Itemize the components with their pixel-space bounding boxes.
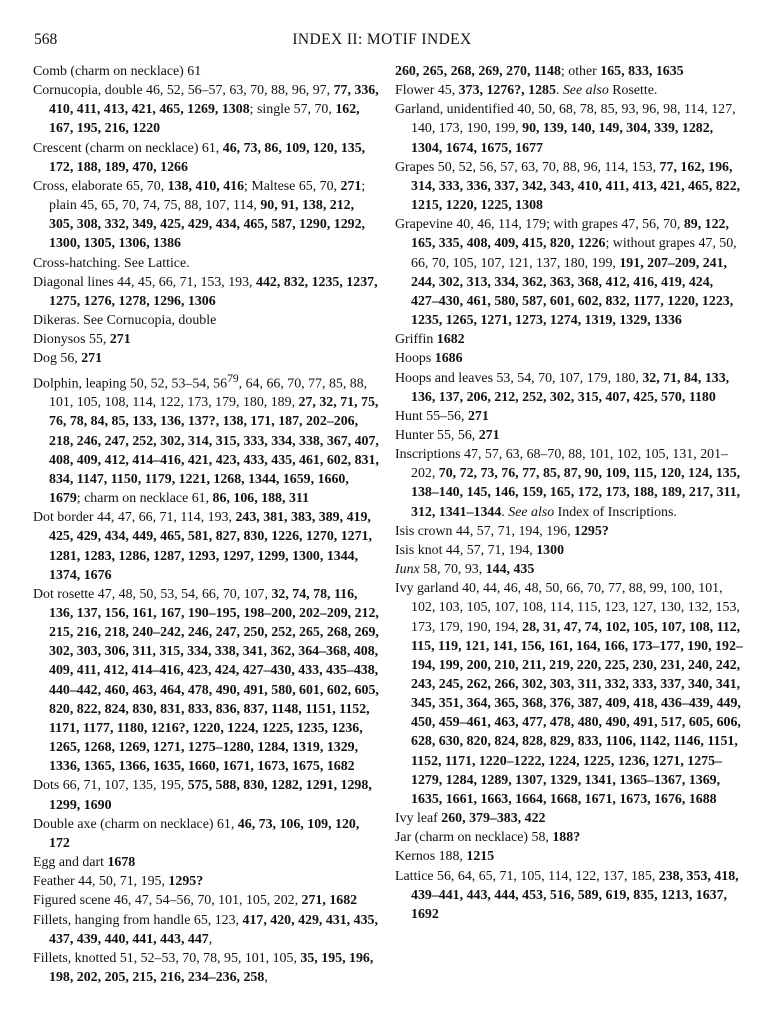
entry-text: Dots 66, 71, 107, 135, 195, bbox=[33, 778, 188, 794]
entry-text: Index of Inscriptions. bbox=[554, 504, 677, 520]
page-ref-illustrated: 271 bbox=[478, 427, 500, 443]
entry-text: Kernos 188, bbox=[395, 849, 467, 865]
page-ref-illustrated: 271 bbox=[467, 408, 489, 424]
index-entry bbox=[33, 369, 381, 509]
italic-term: See also bbox=[562, 83, 609, 99]
index-column-right bbox=[395, 62, 743, 924]
entry-text: Garland, unidentified 40, 50, 68, 78, 85, 93, 96, 98, 114, 127, 140, 173, 190, 199, bbox=[395, 102, 736, 137]
page-ref-illustrated: 165, 833, 1635 bbox=[600, 64, 684, 79]
index-entry bbox=[395, 100, 743, 157]
entry-text: Isis crown 44, 57, 71, 194, 196, bbox=[395, 523, 575, 539]
entry-text: , bbox=[264, 969, 268, 985]
page-ref-illustrated: 1295? bbox=[168, 874, 204, 890]
entry-text: Crescent (charm on necklace) 61, bbox=[33, 140, 223, 156]
entry-text: Dikeras. See Cornucopia, double bbox=[33, 313, 217, 329]
index-column-left bbox=[33, 62, 381, 987]
entry-text: ; single 57, 70, bbox=[249, 102, 336, 118]
entry-text: Diagonal lines 44, 45, 66, 71, 153, 193, bbox=[33, 274, 257, 290]
index-entry bbox=[33, 508, 381, 585]
index-entry bbox=[395, 62, 743, 81]
page-ref-illustrated: 1295? bbox=[574, 523, 609, 539]
page-ref-illustrated: 90, 139, 140, 149, 304, 339, 1282, 1304, 1674, 1675, 1677 bbox=[411, 121, 714, 156]
entry-text: ; other bbox=[560, 64, 601, 79]
entry-text: Jar (charm on necklace) 58, bbox=[395, 830, 553, 846]
page-ref-illustrated: 271 bbox=[81, 351, 103, 367]
page-ref-illustrated: 89, 122, 165, 335, 408, 409, 415, 820, 1226 bbox=[411, 217, 729, 252]
index-entry bbox=[395, 81, 743, 100]
entry-text: Double axe (charm on necklace) 61, bbox=[33, 816, 238, 832]
entry-text: . bbox=[501, 504, 509, 520]
entry-text: Rosette. bbox=[608, 83, 658, 99]
index-entry bbox=[33, 776, 381, 814]
entry-text: Hunter 55, 56, bbox=[395, 427, 479, 443]
index-entry bbox=[395, 541, 743, 560]
index-entry bbox=[395, 522, 743, 541]
index-entry bbox=[395, 330, 743, 349]
page-ref-illustrated: 32, 71, 84, 133, 136, 137, 206, 212, 252, 302, 315, 407, 425, 570, 1180 bbox=[411, 370, 730, 405]
entry-text: , bbox=[208, 931, 213, 947]
entry-text: ; Maltese 65, 70, bbox=[244, 178, 341, 194]
entry-text: ; charm on necklace 61, bbox=[76, 491, 213, 507]
page-ref-illustrated: 138, 410, 416 bbox=[167, 178, 245, 194]
entry-text: Dolphin, leaping 50, 52, 53–54, 56 bbox=[33, 376, 228, 392]
entry-text: Comb (charm on necklace) 61 bbox=[33, 64, 202, 79]
entry-text: Hunt 55–56, bbox=[395, 408, 468, 424]
page-ref-illustrated: 1682 bbox=[436, 332, 465, 348]
index-entry bbox=[33, 330, 381, 349]
page-ref-illustrated: 77, 336, 410, 411, 413, 421, 465, 1269, 1308 bbox=[49, 83, 379, 118]
entry-text: Dot rosette 47, 48, 50, 53, 54, 66, 70, 107, bbox=[33, 586, 272, 602]
index-entry bbox=[33, 872, 381, 891]
page-number: 568 bbox=[34, 31, 58, 48]
page-ref-illustrated: 243, 381, 383, 389, 419, 425, 429, 434, 449, 465, 581, 827, 830, 1226, 1270, 1271, 1281, 1283, 1286, 1287, 1293, 1297, 1299, 1300, 1344, 1374, 1676 bbox=[49, 510, 372, 583]
index-entry bbox=[395, 445, 743, 522]
entry-text: Flower 45, bbox=[395, 83, 459, 99]
index-entry bbox=[395, 407, 743, 426]
page-ref-illustrated: 27, 32, 71, 75, 76, 78, 84, 85, 133, 136, 137?, 138, 171, 187, 202–206, 218, 246, 247, 252, 302, 314, 315, 333, 334, 338, 367, 407, 408, 409, 412, 414–416, 421, 423, 433, 435, 461, 602, 831, 834, 1147, 1150, 1179, 1221, 1268, 1344, 1659, 1660, 1679 bbox=[49, 395, 379, 507]
index-entry bbox=[33, 81, 381, 138]
page-ref-illustrated: 1300 bbox=[536, 542, 565, 558]
index-entry bbox=[33, 949, 381, 987]
page-ref-illustrated: 271 bbox=[340, 178, 362, 194]
italic-term: Iunx bbox=[395, 562, 420, 578]
index-entry bbox=[395, 809, 743, 828]
running-title: INDEX II: MOTIF INDEX bbox=[292, 31, 472, 48]
entry-text: Feather 44, 50, 71, 195, bbox=[33, 874, 169, 890]
page-ref-illustrated: 144, 435 bbox=[485, 562, 535, 578]
index-entry bbox=[395, 847, 743, 866]
page-ref-illustrated: 162, 167, 195, 216, 1220 bbox=[49, 102, 360, 137]
page-ref-illustrated: 442, 832, 1235, 1237, 1275, 1276, 1278, 1296, 1306 bbox=[49, 274, 378, 309]
page-ref-illustrated: 1686 bbox=[434, 351, 463, 367]
index-entry bbox=[395, 867, 743, 924]
entry-text: Dionysos 55, bbox=[33, 332, 110, 348]
page-ref-illustrated: 373, 1276?, 1285 bbox=[458, 83, 556, 99]
page-ref-illustrated: 28, 31, 47, 74, 102, 105, 107, 108, 112, 115, 119, 121, 141, 156, 161, 164, 166, 173–177, 190, 192–194, 199, 200, 210, 211, 219, 220, 225, 230, 231, 240, 242, 243, 245, 262, 266, 302, 303, 311, 332, 333, 337, 340, 341, 345, 351, 364, 365, 368, 376, 387, 409, 418, 436–439, 449, 450, 459–461, 463, 477, 478, 480, 490, 491, 517, 605, 606, 628, 630, 820, 824, 828, 829, 833, 1106, 1142, 1146, 1151, 1152, 1171, 1220–1222, 1224, 1225, 1236, 1271, 1275–1279, 1284, 1289, 1307, 1329, 1341, 1365–1367, 1369, 1635, 1661, 1663, 1664, 1668, 1671, 1673, 1676, 1688 bbox=[411, 619, 743, 807]
page-ref-illustrated: 260, 265, 268, 269, 270, 1148 bbox=[395, 64, 561, 79]
page-ref-illustrated: 417, 420, 429, 431, 435, 437, 439, 440, 441, 443, 447 bbox=[49, 912, 378, 947]
entry-text: Ivy leaf bbox=[395, 811, 442, 827]
index-entry bbox=[395, 215, 743, 330]
index-entry bbox=[33, 585, 381, 777]
entry-text: , 64, 66, 70, 77, 85, 88, 101, 105, 108, 114, 122, 173, 179, 180, 189, bbox=[49, 376, 368, 411]
entry-text: Egg and dart bbox=[33, 855, 108, 871]
index-entry bbox=[395, 158, 743, 215]
index-entry bbox=[33, 311, 381, 330]
page-ref-illustrated: 188? bbox=[552, 830, 581, 846]
entry-text: Hoops bbox=[395, 351, 435, 367]
entry-text: Hoops and leaves 53, 54, 70, 107, 179, 180, bbox=[395, 370, 643, 386]
entry-text: 58, 70, 93, bbox=[419, 562, 486, 578]
page-ref-illustrated: 46, 73, 106, 109, 120, 172 bbox=[49, 816, 360, 851]
page-ref-illustrated: 35, 195, 196, 198, 202, 205, 215, 216, 234–236, 258 bbox=[49, 950, 374, 985]
entry-text: Grapes 50, 52, 56, 57, 63, 70, 88, 96, 114, 153, bbox=[395, 159, 660, 175]
entry-text: Fillets, knotted 51, 52–53, 70, 78, 95, 101, 105, bbox=[33, 950, 301, 966]
entry-text: Cross-hatching. See Lattice. bbox=[33, 255, 190, 271]
index-entry bbox=[33, 139, 381, 177]
page-ref-illustrated: 271, 1682 bbox=[301, 893, 358, 909]
index-entry bbox=[33, 254, 381, 273]
italic-term: See also bbox=[508, 504, 555, 520]
entry-text: Dog 56, bbox=[33, 351, 82, 367]
entry-text: ; without grapes 47, 50, 66, 70, 105, 107, 121, 137, 180, 199, bbox=[411, 236, 737, 271]
entry-text: Cornucopia, double 46, 52, 56–57, 63, 70, 88, 96, 97, bbox=[33, 83, 334, 99]
page-ref-illustrated: 90, 91, 138, 212, 305, 308, 332, 349, 425, 429, 434, 465, 587, 1290, 1292, 1300, 1305, 1306, 1386 bbox=[49, 198, 366, 252]
entry-text: Griffin bbox=[395, 332, 437, 348]
page-ref-illustrated: 70, 72, 73, 76, 77, 85, 87, 90, 109, 115, 120, 124, 135, 138–140, 145, 146, 159, 165, 172, 173, 188, 189, 217, 311, 312, 1341–1344 bbox=[411, 466, 741, 520]
page-ref-illustrated: 575, 588, 830, 1282, 1291, 1298, 1299, 1690 bbox=[49, 778, 372, 813]
page-ref-illustrated: 46, 73, 86, 109, 120, 135, 172, 188, 189, 470, 1266 bbox=[49, 140, 366, 175]
index-entry bbox=[395, 579, 743, 809]
entry-text: Inscriptions 47, 57, 63, 68–70, 88, 101, 102, 105, 131, 201–202, bbox=[395, 447, 728, 482]
entry-text: Grapevine 40, 46, 114, 179; with grapes 47, 56, 70, bbox=[395, 217, 684, 233]
entry-text: Figured scene 46, 47, 54–56, 70, 101, 105, 202, bbox=[33, 893, 302, 909]
entry-text: Lattice 56, 64, 65, 71, 105, 114, 122, 137, 185, bbox=[395, 868, 659, 884]
index-entry bbox=[395, 426, 743, 445]
index-entry bbox=[33, 911, 381, 949]
index-entry bbox=[33, 853, 381, 872]
index-entry bbox=[395, 369, 743, 407]
index-entry bbox=[33, 349, 381, 368]
index-entry bbox=[33, 177, 381, 254]
index-entry bbox=[33, 815, 381, 853]
page-ref-illustrated: 77, 162, 196, 314, 333, 336, 337, 342, 343, 410, 411, 413, 421, 465, 822, 1215, 1220, 1225, 1308 bbox=[411, 159, 741, 214]
entry-text: Cross, elaborate 65, 70, bbox=[33, 178, 168, 194]
index-entry bbox=[395, 349, 743, 368]
page-ref-illustrated: 271 bbox=[109, 332, 131, 348]
page-ref-illustrated: 86, 106, 188, 311 bbox=[212, 491, 310, 507]
entry-text: Fillets, hanging from handle 65, 123, bbox=[33, 912, 243, 928]
page-ref-illustrated: 191, 207–209, 241, 244, 302, 313, 334, 362, 363, 368, 412, 416, 419, 424, 427–430, 461, 580, 587, 601, 602, 832, 1177, 1220, 1223, 1235, 1265, 1271, 1273, 1274, 1319, 1329, 1336 bbox=[411, 255, 734, 329]
entry-text: Dot border 44, 47, 66, 71, 114, 193, bbox=[33, 510, 236, 526]
index-entry bbox=[33, 62, 381, 81]
entry-text: Isis knot 44, 57, 71, 194, bbox=[395, 542, 537, 558]
entry-text: ; plain 45, 65, 70, 74, 75, 88, 107, 114, bbox=[49, 178, 366, 214]
page-ref-illustrated: 1678 bbox=[107, 855, 136, 871]
page-ref-illustrated: 32, 74, 78, 116, 136, 137, 156, 161, 167, 190–195, 198–200, 202–209, 212, 215, 216, 218, 240–242, 246, 247, 250, 252, 265, 268, 269, 302, 303, 306, 311, 315, 334, 338, 341, 362, 364–368, 408, 409, 411, 412, 414–416, 423, 424, 427–430, 433, 435–438, 440–442, 460, 463, 464, 478, 490, 491, 580, 601, 602, 605, 820, 822, 824, 830, 831, 833, 836, 837, 1148, 1151, 1152, 1171, 1177, 1180, 1216?, 1220, 1224, 1225, 1235, 1236, 1265, 1268, 1269, 1271, 1275–1280, 1284, 1319, 1329, 1336, 1365, 1366, 1635, 1660, 1671, 1673, 1675, 1682 bbox=[49, 586, 379, 775]
entry-text: Ivy garland 40, 44, 46, 48, 50, 66, 70, 77, 88, 99, 100, 101, 102, 103, 105, 107, 108, 114, 115, 123, 127, 130, 132, 153, 173, 179, 190, 194, bbox=[395, 581, 740, 635]
page-ref-illustrated: 1215 bbox=[466, 849, 495, 865]
entry-text: . bbox=[555, 83, 563, 99]
page-ref-illustrated: 238, 353, 418, 439–441, 443, 444, 453, 516, 589, 619, 835, 1213, 1637, 1692 bbox=[411, 868, 739, 922]
footnote-ref: 79 bbox=[227, 371, 239, 385]
index-entry bbox=[395, 828, 743, 847]
index-entry bbox=[33, 273, 381, 311]
index-entry bbox=[33, 891, 381, 910]
page-ref-illustrated: 260, 379–383, 422 bbox=[441, 811, 546, 827]
index-entry bbox=[395, 560, 743, 579]
